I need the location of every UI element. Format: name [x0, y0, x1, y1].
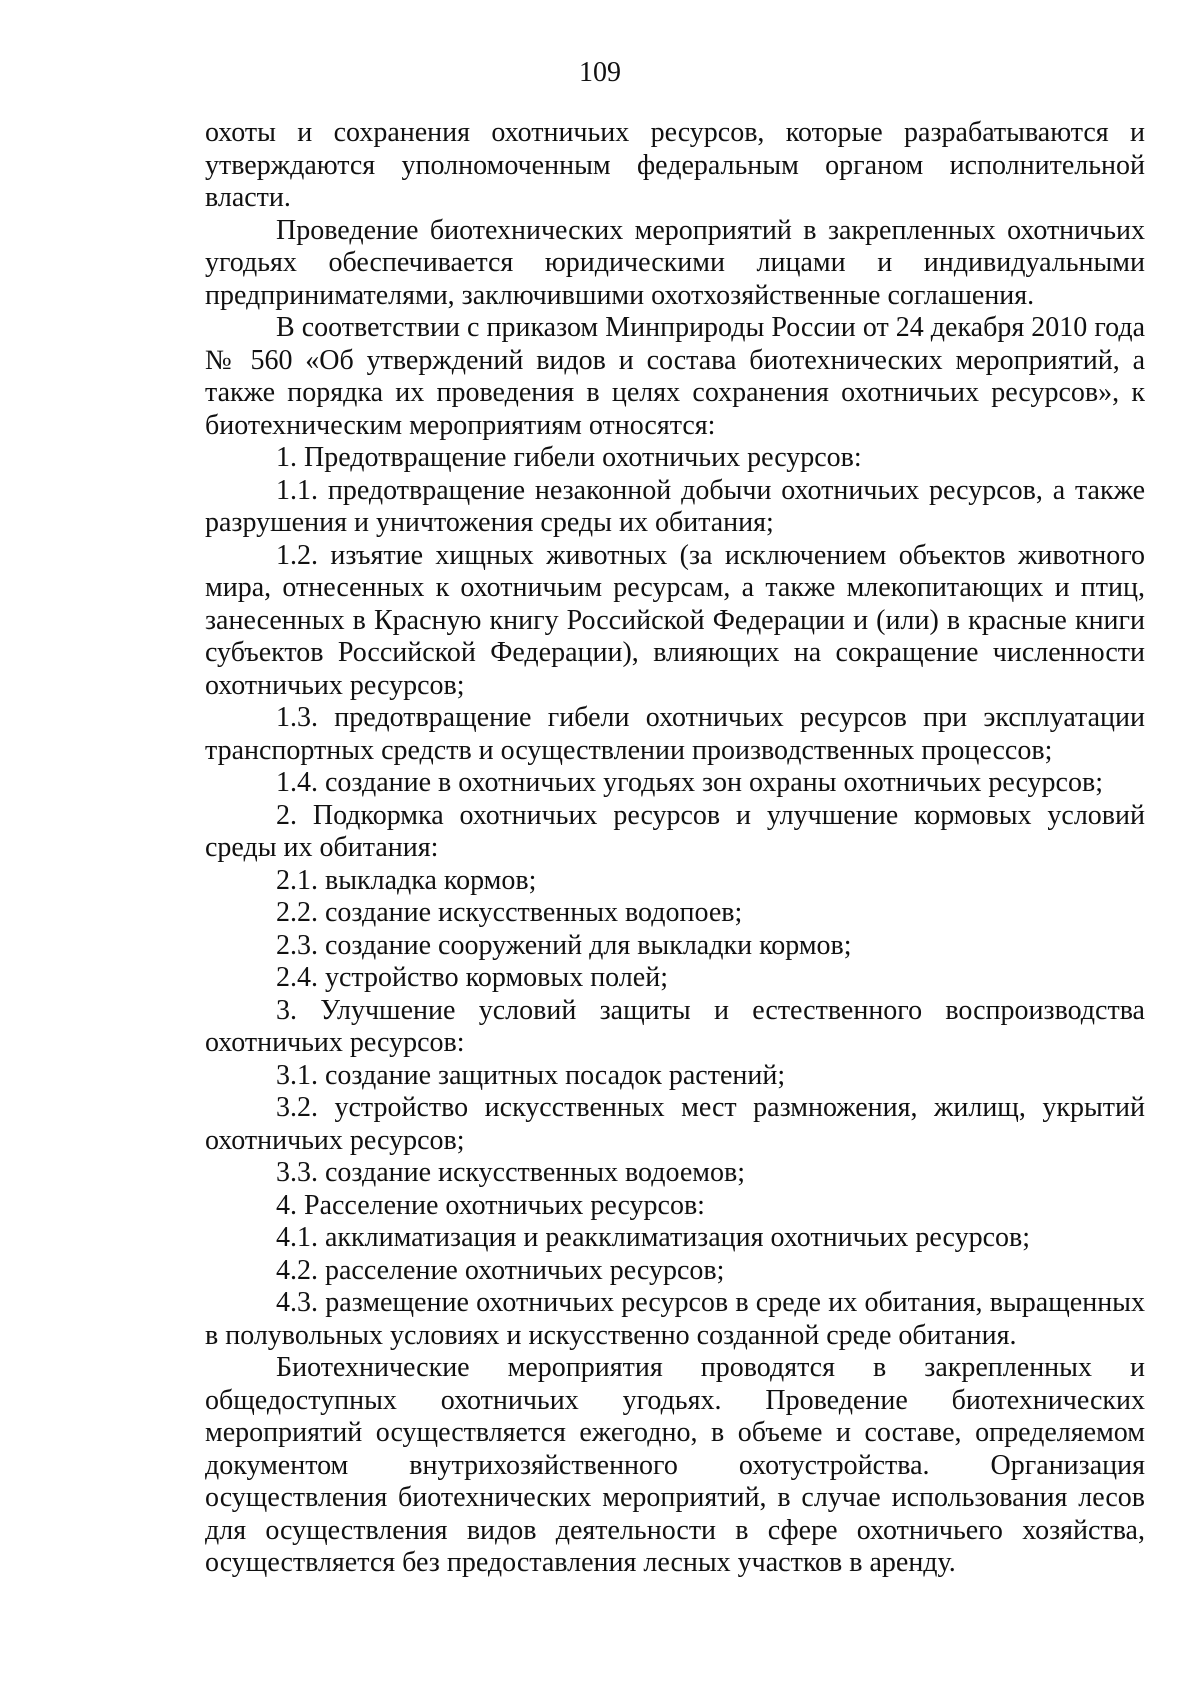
paragraph: В соответствии с приказом Минприроды России от 24 декабря 2010 года № 560 «Об утверждений видов и состава биотехнических мероприятий, а также порядка их проведения в целях сохранения охотничьих ресурсов», к биотехническим мероприятиям относятся: [205, 312, 1145, 441]
page-number: 109 [579, 57, 621, 88]
paragraph: охоты и сохранения охотничьих ресурсов, которые разрабатываются и утверждаются уполномоченным федеральным органом исполнительной власти. [205, 117, 1145, 213]
paragraph: Биотехнические мероприятия проводятся в закрепленных и общедоступных охотничьих угодьях. Проведение биотехнических мероприятий осуществляется ежегодно, в объеме и составе, определяемом документом внутрихозяйственного охотустройства. Организация осуществления биотехнических мероприятий, в случае использования лесов для осуществления видов деятельности в сфере охотничьего хозяйства, осуществляется без предоставления лесных участков в аренду. [205, 1352, 1145, 1578]
body-text [205, 117, 1145, 1580]
paragraph: Проведение биотехнических мероприятий в закрепленных охотничьих угодьях обеспечивается юридическими лицами и индивидуальными предпринимателями, заключившими охотхозяйственные соглашения. [205, 214, 1145, 311]
paragraph: 4.2. расселение охотничьих ресурсов; [276, 1254, 725, 1286]
paragraph: 3.1. создание защитных посадок растений; [276, 1059, 786, 1091]
paragraph: 4. Расселение охотничьих ресурсов: [276, 1189, 705, 1221]
paragraph: 2.1. выкладка кормов; [276, 864, 537, 896]
paragraph: 1. Предотвращение гибели охотничьих ресурсов: [276, 442, 862, 473]
paragraph: 3.3. создание искусственных водоемов; [276, 1157, 745, 1188]
paragraph: 1.1. предотвращение незаконной добычи охотничьих ресурсов, а также разрушения и уничтожения среды их обитания; [205, 474, 1145, 538]
paragraph: 2.3. создание сооружений для выкладки кормов; [276, 929, 852, 961]
paragraph: 3.2. устройство искусственных мест размножения, жилищ, укрытий охотничьих ресурсов; [205, 1092, 1145, 1156]
paragraph: 1.4. создание в охотничьих угодьях зон охраны охотничьих ресурсов; [276, 767, 1103, 798]
paragraph: 4.3. размещение охотничьих ресурсов в среде их обитания, выращенных в полувольных условиях и искусственно созданной среде обитания. [205, 1287, 1145, 1351]
paragraph: 1.3. предотвращение гибели охотничьих ресурсов при эксплуатации транспортных средств и осуществлении производственных процессов; [205, 702, 1145, 766]
paragraph: 1.2. изъятие хищных животных (за исключением объектов животного мира, отнесенных к охотничьим ресурсам, а также млекопитающих и птиц, занесенных в Красную книгу Российской Федерации и (или) в красные книги субъектов Российской Федерации), влияющих на сокращение численности охотничьих ресурсов; [205, 539, 1145, 701]
paragraph: 4.1. акклиматизация и реакклиматизация охотничьих ресурсов; [276, 1222, 1031, 1253]
paragraph: 2.4. устройство кормовых полей; [276, 962, 668, 993]
paragraph: 2. Подкормка охотничьих ресурсов и улучшение кормовых условий среды их обитания: [205, 799, 1145, 863]
paragraph: 2.2. создание искусственных водопоев; [276, 897, 743, 928]
paragraph: 3. Улучшение условий защиты и естественного воспроизводства охотничьих ресурсов: [205, 994, 1145, 1058]
